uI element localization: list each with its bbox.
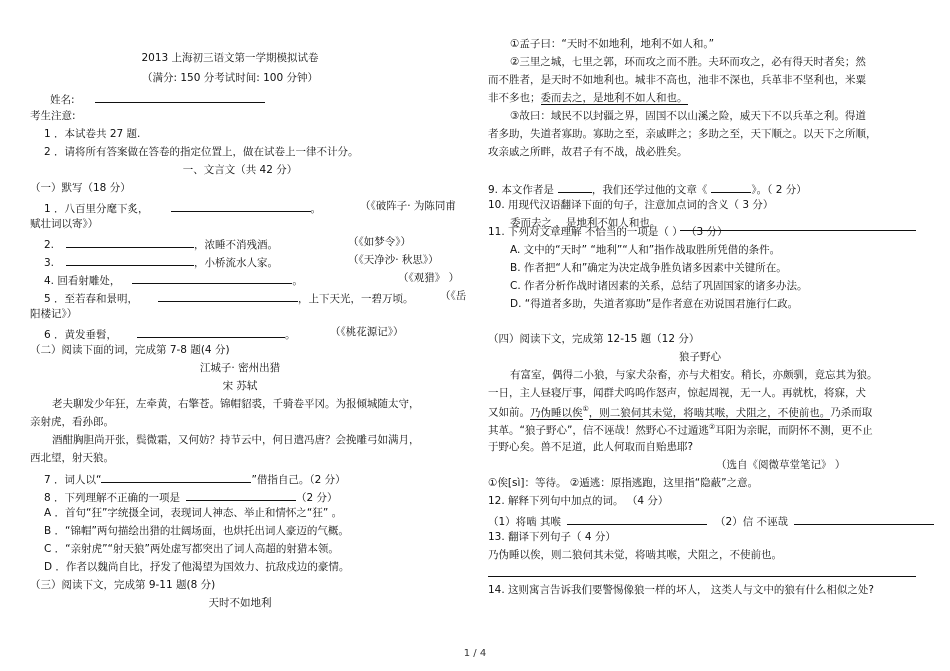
- source-note: （《岳: [440, 290, 467, 302]
- source-note: （《天净沙· 秋思》）: [348, 254, 439, 266]
- poem-line: 亲射虎，看孙郎。: [30, 416, 114, 428]
- question-11: 11. 下列对文章理解 不恰当的一项是（ ） （3 分）: [488, 226, 728, 238]
- option-a: A. 文中的“天时” “地利”“人和”指作战取胜所凭借的条件。: [510, 244, 781, 256]
- question-8: 8 ．下列理解不正确的一项是 （2 分）: [44, 489, 338, 505]
- answer-blank[interactable]: [137, 326, 285, 338]
- story-source: （选自《阅微草堂笔记》 ）: [716, 459, 846, 471]
- story-line: 有富室，偶得二小狼，与家犬杂畜，亦与犬相安。稍长，亦颇驯，竟忘其为狼。: [510, 369, 878, 381]
- source-note: （《观猎》 ）: [398, 272, 460, 284]
- question-14: 14. 这则寓言告诉我们要警惕像狼一样的坏人， 这类人与文中的狼有什么相似之处?: [488, 584, 874, 596]
- option-b: B. 作者把“人和”确定为决定战争胜负诸多因素中关键所在。: [510, 262, 787, 274]
- story-line: 于野心矣。兽不足道，此人何取而自贻患耶?: [488, 441, 694, 453]
- part-heading: （三）阅读下文，完成第 9-11 题(8 分): [30, 579, 216, 591]
- option-d: D ．作者以魏尚自比，抒发了他渴望为国效力、抗敌戍边的豪情。: [44, 561, 350, 573]
- question-3: 3. ，小桥流水人家。: [44, 254, 278, 270]
- option-c: C ．“亲射虎”“射天狼”两处虚写都突出了词人高超的射猎本领。: [44, 543, 339, 555]
- source-note: 阳楼记》）: [30, 308, 78, 320]
- answer-blank[interactable]: [558, 181, 592, 193]
- question-4: 4. 回看射雕处， 。: [44, 272, 303, 288]
- answer-blank[interactable]: [101, 471, 251, 483]
- essay-title: 天时不如地利: [208, 597, 272, 609]
- choice-blank[interactable]: [186, 489, 296, 501]
- story-line: 其革。“狼子野心”，信不诬哉！然野心不过遁逃②耳阳为亲昵，而阴怀不测，更不止: [488, 423, 873, 437]
- question-12: 12. 解释下列句中加点的词。 （4 分）: [488, 495, 669, 507]
- footnotes: ①俟[sì]：等待。 ②遁逃：原指逃跑，这里指“隐蔽”之意。: [488, 477, 759, 489]
- poem-line: 老夫聊发少年狂，左牵黄，右擎苍。锦帽貂裘，千骑卷平冈。为报倾城随太守，: [52, 398, 420, 410]
- option-d: D. “得道者多助，失道者寡助”是作者意在劝说国君施行仁政。: [510, 298, 799, 310]
- section-heading: 一、文言文（共 42 分）: [182, 164, 298, 176]
- notice-item: 2 ．请将所有答案做在答卷的指定位置上，做在试卷上一律不计分。: [44, 146, 359, 158]
- essay-paragraph-2: 非不多也；委而去之，是地利不如人和也。: [488, 92, 688, 104]
- name-label: 姓名:: [50, 91, 265, 107]
- question-1: 1 ．八百里分麾下炙， 。: [44, 200, 321, 216]
- question-2: 2. ，浓睡不消残酒。: [44, 236, 278, 252]
- question-13-sentence: 乃伪睡以俟，则二狼伺其未觉，将啮其喉，犬阻之，不使前也。: [488, 549, 782, 561]
- part-heading: （一）默写（18 分）: [30, 182, 131, 194]
- exam-meta: （满分: 150 分考试时间: 100 分钟）: [141, 72, 318, 84]
- answer-blank[interactable]: [171, 200, 311, 212]
- answer-blank[interactable]: [132, 272, 292, 284]
- poem-title: 江城子· 密州出猎: [199, 362, 281, 374]
- notice-heading: 考生注意:: [30, 110, 76, 122]
- exam-title: 2013 上海初三语文第一学期模拟试卷: [141, 52, 319, 64]
- story-line: 又如前。乃伪睡以俟①，则二狼伺其未觉，将啮其喉，犬阻之，不使前也。乃杀而取: [488, 405, 873, 419]
- story-line: 一日，主人昼寝厅事，闻群犬呜呜作怒声，惊起周视，无一人。再就枕，将寐，犬: [488, 387, 866, 399]
- poem-line: 西北望，射天狼。: [30, 452, 114, 464]
- question-12-items: （1）将啮 其喉 （2）信 不诬哉: [488, 513, 934, 529]
- essay-paragraph-2: ②三里之城，七里之郭，环而攻之而不胜。夫环而攻之，必有得天时者矣；然: [510, 56, 866, 68]
- question-10: 10. 用现代汉语翻译下面的句子，注意加点词的含义（ 3 分）: [488, 199, 774, 211]
- answer-blank[interactable]: [711, 181, 751, 193]
- essay-paragraph-3: ③故曰：域民不以封疆之界，固国不以山溪之险，威天下不以兵革之利。得道: [510, 110, 866, 122]
- option-c: C. 作者分析作战时诸因素的关系，总结了巩固国家的诸多办法。: [510, 280, 808, 292]
- name-blank[interactable]: [95, 91, 265, 103]
- essay-paragraph-3: 者多助，失道者寡助。寡助之至，亲戚畔之；多助之至，天下顺之。以天下之所顺，: [488, 128, 877, 140]
- answer-blank[interactable]: [794, 513, 934, 525]
- story-title: 狼子野心: [679, 351, 721, 363]
- notice-item: 1 ．本试卷共 27 题.: [44, 128, 141, 140]
- answer-blank[interactable]: [66, 254, 194, 266]
- source-note: （《如梦令》）: [348, 236, 411, 248]
- part-heading: （四）阅读下文，完成第 12-15 题（12 分）: [488, 333, 700, 345]
- part-heading: （二）阅读下面的词，完成第 7-8 题(4 分): [30, 344, 230, 356]
- answer-blank[interactable]: [66, 236, 194, 248]
- question-9: 9. 本文作者是 ，我们还学过他的文章《 》。（ 2 分）: [488, 181, 807, 197]
- answer-line[interactable]: [488, 576, 916, 577]
- question-10-sentence: 委而去之 ，是地利不如人和也。: [510, 217, 661, 229]
- source-note: （《桃花源记》）: [330, 326, 404, 338]
- answer-blank[interactable]: [567, 513, 707, 525]
- poem-line: 酒酣胸胆尚开张，鬓微霜，又何妨？持节云中，何日遣冯唐？会挽雕弓如满月，: [52, 434, 420, 446]
- option-b: B ．“锦帽”两句描绘出猎的壮阔场面，也烘托出词人豪迈的气概。: [44, 525, 349, 537]
- poem-author: 宋 苏轼: [222, 380, 258, 392]
- answer-blank[interactable]: [158, 290, 298, 302]
- question-13: 13. 翻译下列句子（ 4 分）: [488, 531, 616, 543]
- question-7: 7 ．词人以“ ”借指自己。（2 分）: [44, 471, 346, 487]
- source-note: （《破阵子· 为陈同甫: [360, 200, 456, 212]
- option-a: A ．首句“狂”字统摄全词，表现词人神态、举止和情怀之“狂” 。: [44, 507, 343, 519]
- question-6: 6 ．黄发垂髫， 。: [44, 326, 296, 342]
- essay-paragraph-3: 攻亲戚之所畔，故君子有不战，战必胜矣。: [488, 146, 688, 158]
- page-number: 1 / 4: [463, 648, 487, 659]
- source-note: 赋壮词以寄》）: [30, 218, 99, 230]
- essay-paragraph-1: ①孟子曰：“天时不如地利，地利不如人和。”: [510, 38, 715, 50]
- essay-paragraph-2: 而不胜者，是天时不如地利也。城非不高也，池非不深也，兵革非不坚利也，米粟: [488, 74, 866, 86]
- question-5: 5 ．至若春和景明， ，上下天光，一碧万顷。: [44, 290, 414, 306]
